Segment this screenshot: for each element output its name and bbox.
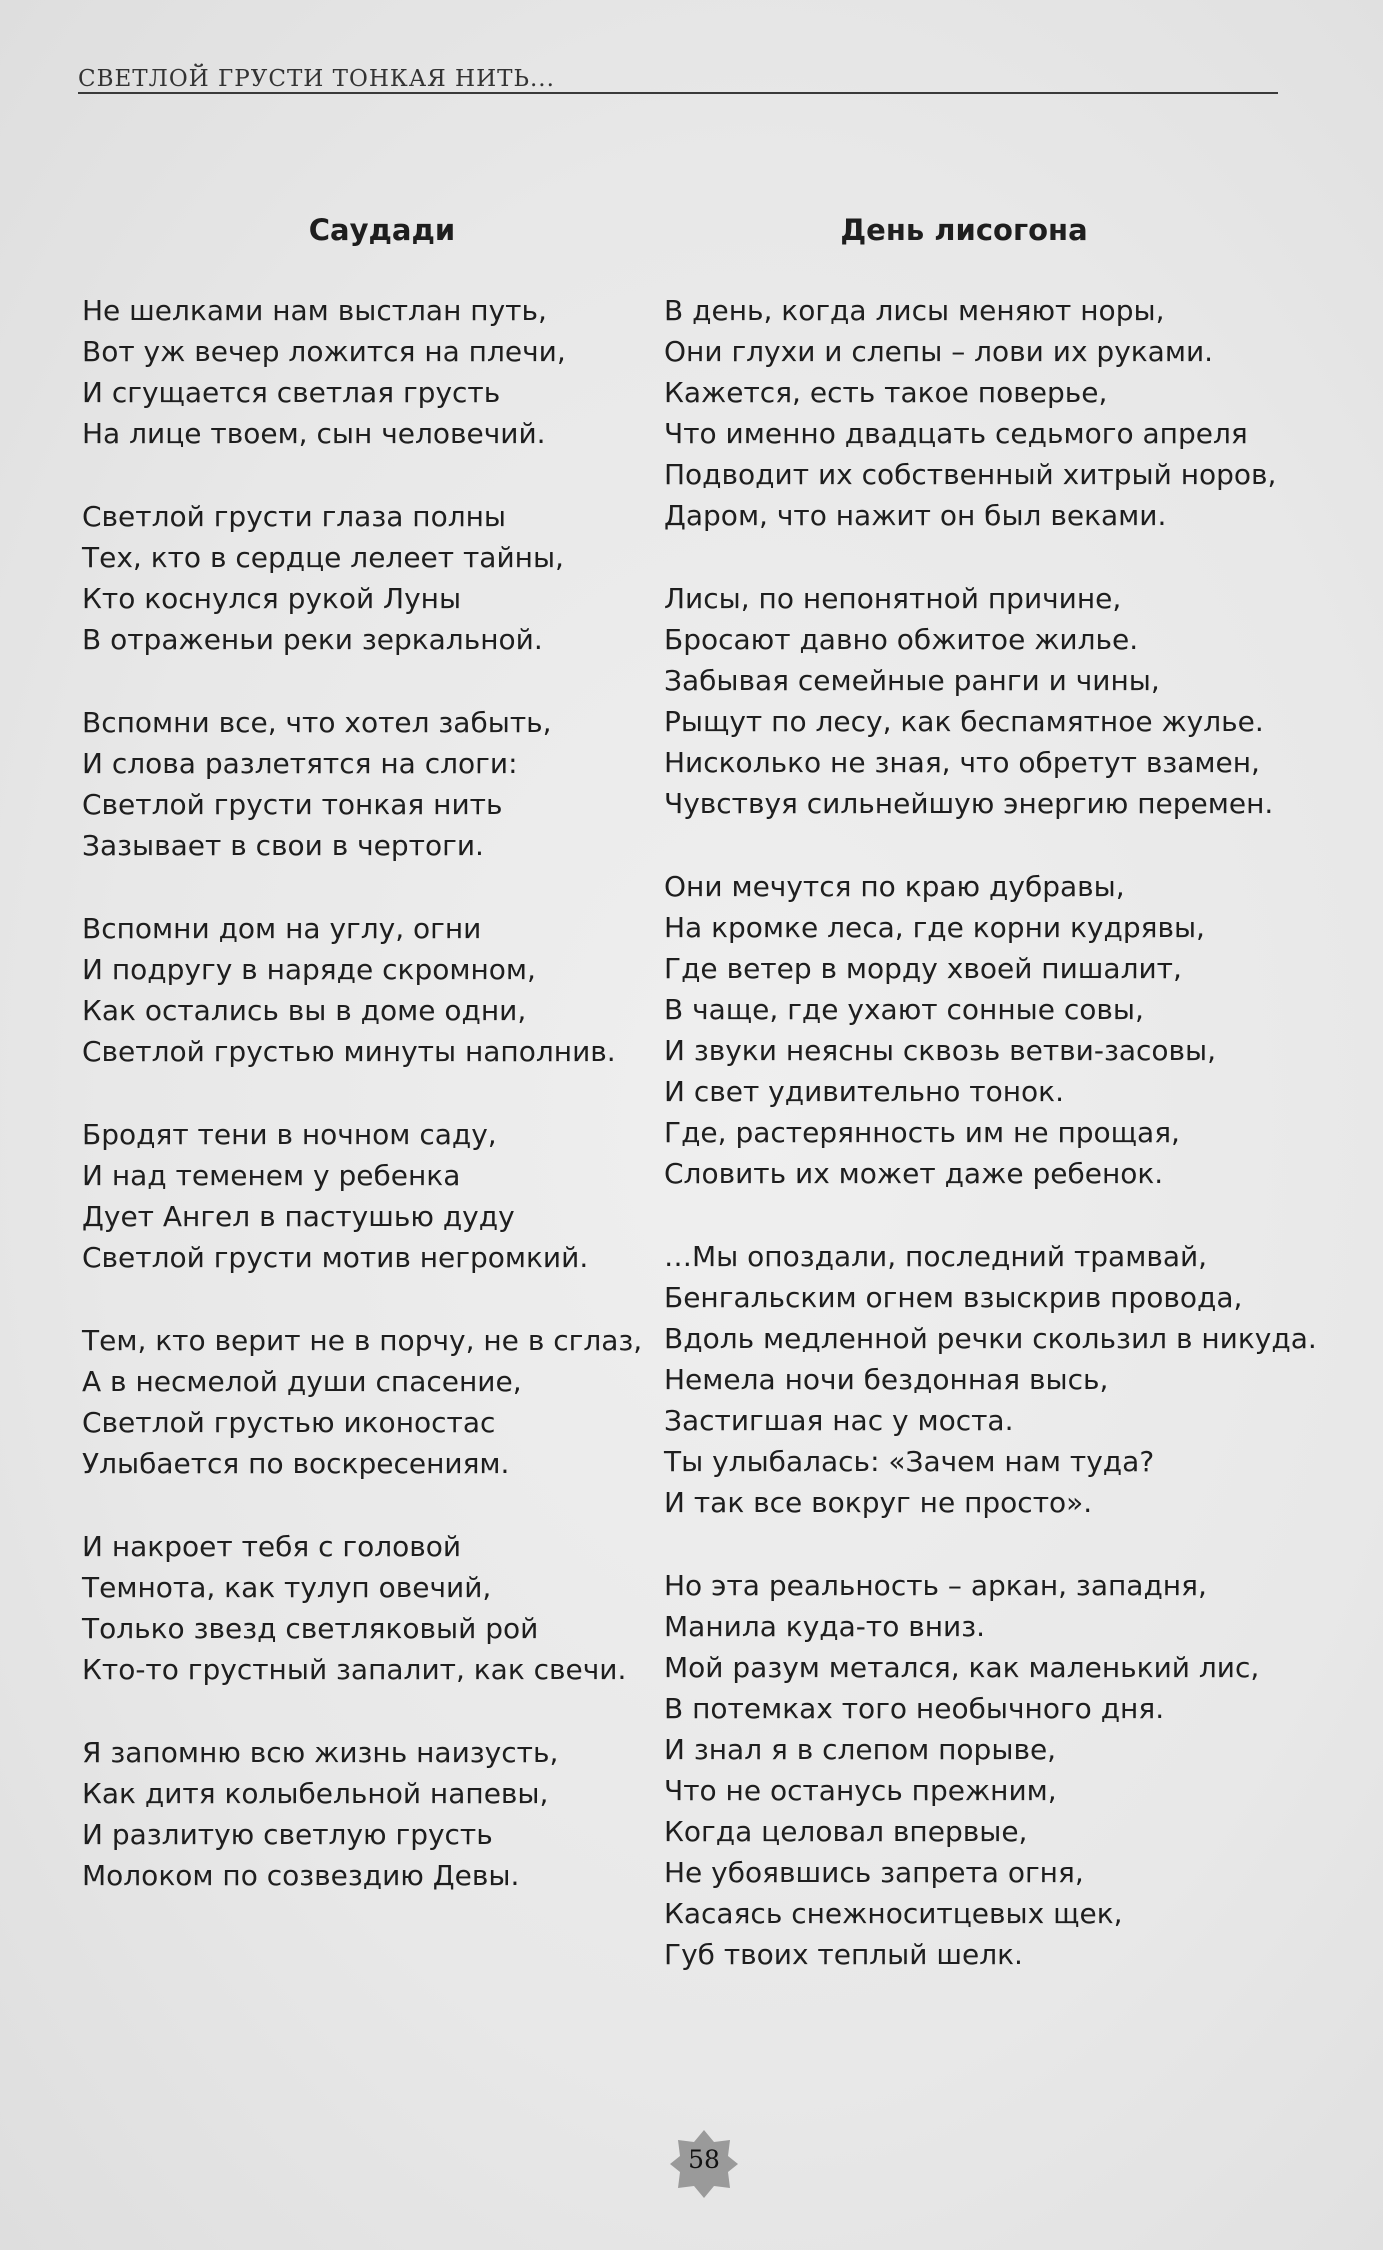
poem-line: В день, когда лисы меняют норы,	[664, 294, 1165, 327]
poem-line: В отраженьи реки зеркальной.	[82, 623, 543, 656]
poem-line: Кто-то грустный запалит, как свечи.	[82, 1653, 627, 1686]
stanza	[664, 290, 1304, 536]
poem-line: И разлитую светлую грусть	[82, 1818, 493, 1851]
poem-line: И звуки неясны сквозь ветви-засовы,	[664, 1034, 1217, 1067]
stanza	[664, 866, 1304, 1194]
poem-line: Дует Ангел в пастушью дуду	[82, 1200, 515, 1233]
poem-line: Я запомню всю жизнь наизусть,	[82, 1736, 559, 1769]
poem-line: Где, растерянность им не прощая,	[664, 1116, 1180, 1149]
poem-line: Светлой грустью минуты наполнив.	[82, 1035, 616, 1068]
poem-line: Бенгальским огнем взыскрив провода,	[664, 1281, 1243, 1314]
poem-line: Тех, кто в сердце лелеет тайны,	[82, 541, 564, 574]
stanza	[82, 1114, 672, 1278]
poem-line: Но эта реальность – аркан, западня,	[664, 1569, 1207, 1602]
poem-line: На лице твоем, сын человечий.	[82, 417, 546, 450]
poem-line: Где ветер в морду хвоей пишалит,	[664, 952, 1182, 985]
poem-line: И слова разлетятся на слоги:	[82, 747, 518, 780]
stanza	[82, 496, 672, 660]
stanza	[664, 578, 1304, 824]
right-poem-stanzas	[664, 290, 1317, 1975]
poem-line: Светлой грусти тонкая нить	[82, 788, 503, 821]
poem-line: Даром, что нажит он был веками.	[664, 499, 1167, 532]
poem-line: Губ твоих теплый шелк.	[664, 1938, 1023, 1971]
poem-line: Что не останусь прежним,	[664, 1774, 1057, 1807]
poem-line: Подводит их собственный хитрый норов,	[664, 458, 1277, 491]
poem-line: Что именно двадцать седьмого апреля	[664, 417, 1248, 450]
poem-line: А в несмелой души спасение,	[82, 1365, 522, 1398]
poem-line: Забывая семейные ранги и чины,	[664, 664, 1160, 697]
poem-line: Молоком по созвездию Девы.	[82, 1859, 520, 1892]
right-poem-title: День лисогона	[840, 213, 1088, 247]
poem-line: Как остались вы в доме одни,	[82, 994, 527, 1027]
poem-line: Касаясь снежноситцевых щек,	[664, 1897, 1123, 1930]
page-number: 58	[688, 2145, 720, 2174]
poem-line: Ты улыбалась: «Зачем нам туда?	[664, 1445, 1155, 1478]
poem-line: Улыбается по воскресениям.	[82, 1447, 510, 1480]
poem-line: …Мы опоздали, последний трамвай,	[664, 1240, 1208, 1273]
stanza	[82, 290, 672, 454]
poem-line: И сгущается светлая грусть	[82, 376, 501, 409]
poem-line: Темнота, как тулуп овечий,	[82, 1571, 492, 1604]
poem-line: Когда целовал впервые,	[664, 1815, 1028, 1848]
poem-line: Кто коснулся рукой Луны	[82, 582, 462, 615]
stanza	[664, 1565, 1304, 1975]
poem-line: Вот уж вечер ложится на плечи,	[82, 335, 566, 368]
poem-line: Они глухи и слепы – лови их руками.	[664, 335, 1214, 368]
poem-line: Не шелками нам выстлан путь,	[82, 294, 547, 327]
poem-line: Светлой грусти мотив негромкий.	[82, 1241, 589, 1274]
poem-line: Мой разум метался, как маленький лис,	[664, 1651, 1260, 1684]
poem-line: Светлой грустью иконостас	[82, 1406, 496, 1439]
poem-line: Вспомни все, что хотел забыть,	[82, 706, 552, 739]
left-poem-title: Саудади	[308, 213, 456, 247]
poem-line: Только звезд светляковый рой	[82, 1612, 539, 1645]
stanza	[82, 1732, 672, 1896]
poem-line: И так все вокруг не просто».	[664, 1486, 1093, 1519]
poem-line: Лисы, по непонятной причине,	[664, 582, 1122, 615]
stanza	[82, 1526, 672, 1690]
header-rule	[78, 92, 1278, 94]
poem-line: Кажется, есть такое поверье,	[664, 376, 1108, 409]
poem-line: Нисколько не зная, что обретут взамен,	[664, 746, 1260, 779]
poem-line: Застигшая нас у моста.	[664, 1404, 1014, 1437]
poem-line: Не убоявшись запрета огня,	[664, 1856, 1084, 1889]
left-poem-stanzas	[82, 290, 672, 1896]
stanza	[82, 1320, 672, 1484]
poem-line: На кромке леса, где корни кудрявы,	[664, 911, 1205, 944]
poem-line: Как дитя колыбельной напевы,	[82, 1777, 549, 1810]
poem-line: И знал я в слепом порыве,	[664, 1733, 1057, 1766]
poem-line: Бросают давно обжитое жилье.	[664, 623, 1139, 656]
right-poem	[664, 210, 1317, 2017]
poem-line: Рыщут по лесу, как беспамятное жулье.	[664, 705, 1264, 738]
poem-line: В чаще, где ухают сонные совы,	[664, 993, 1144, 1026]
poem-line: Немела ночи бездонная высь,	[664, 1363, 1109, 1396]
poem-line: Тем, кто верит не в порчу, не в сглаз,	[82, 1324, 643, 1357]
poem-line: И подругу в наряде скромном,	[82, 953, 536, 986]
poem-line: И над теменем у ребенка	[82, 1159, 461, 1192]
stanza	[664, 1236, 1317, 1523]
poem-line: Вспомни дом на углу, огни	[82, 912, 482, 945]
stanza	[82, 908, 672, 1072]
poem-line: Словить их может даже ребенок.	[664, 1157, 1164, 1190]
poem-line: Вдоль медленной речки скользил в никуда.	[664, 1322, 1317, 1355]
poem-line: Чувствуя сильнейшую энергию перемен.	[664, 787, 1274, 820]
poem-line: Зазывает в свои в чертоги.	[82, 829, 484, 862]
poem-line: Манила куда-то вниз.	[664, 1610, 986, 1643]
poem-line: Они мечутся по краю дубравы,	[664, 870, 1125, 903]
running-head: СВЕТЛОЙ ГРУСТИ ТОНКАЯ НИТЬ...	[78, 66, 555, 92]
poem-line: И свет удивительно тонок.	[664, 1075, 1064, 1108]
poem-line: И накроет тебя с головой	[82, 1530, 462, 1563]
left-poem	[82, 210, 672, 1938]
poem-line: Светлой грусти глаза полны	[82, 500, 507, 533]
poem-line: В потемках того необычного дня.	[664, 1692, 1165, 1725]
stanza	[82, 702, 672, 866]
poem-line: Бродят тени в ночном саду,	[82, 1118, 497, 1151]
